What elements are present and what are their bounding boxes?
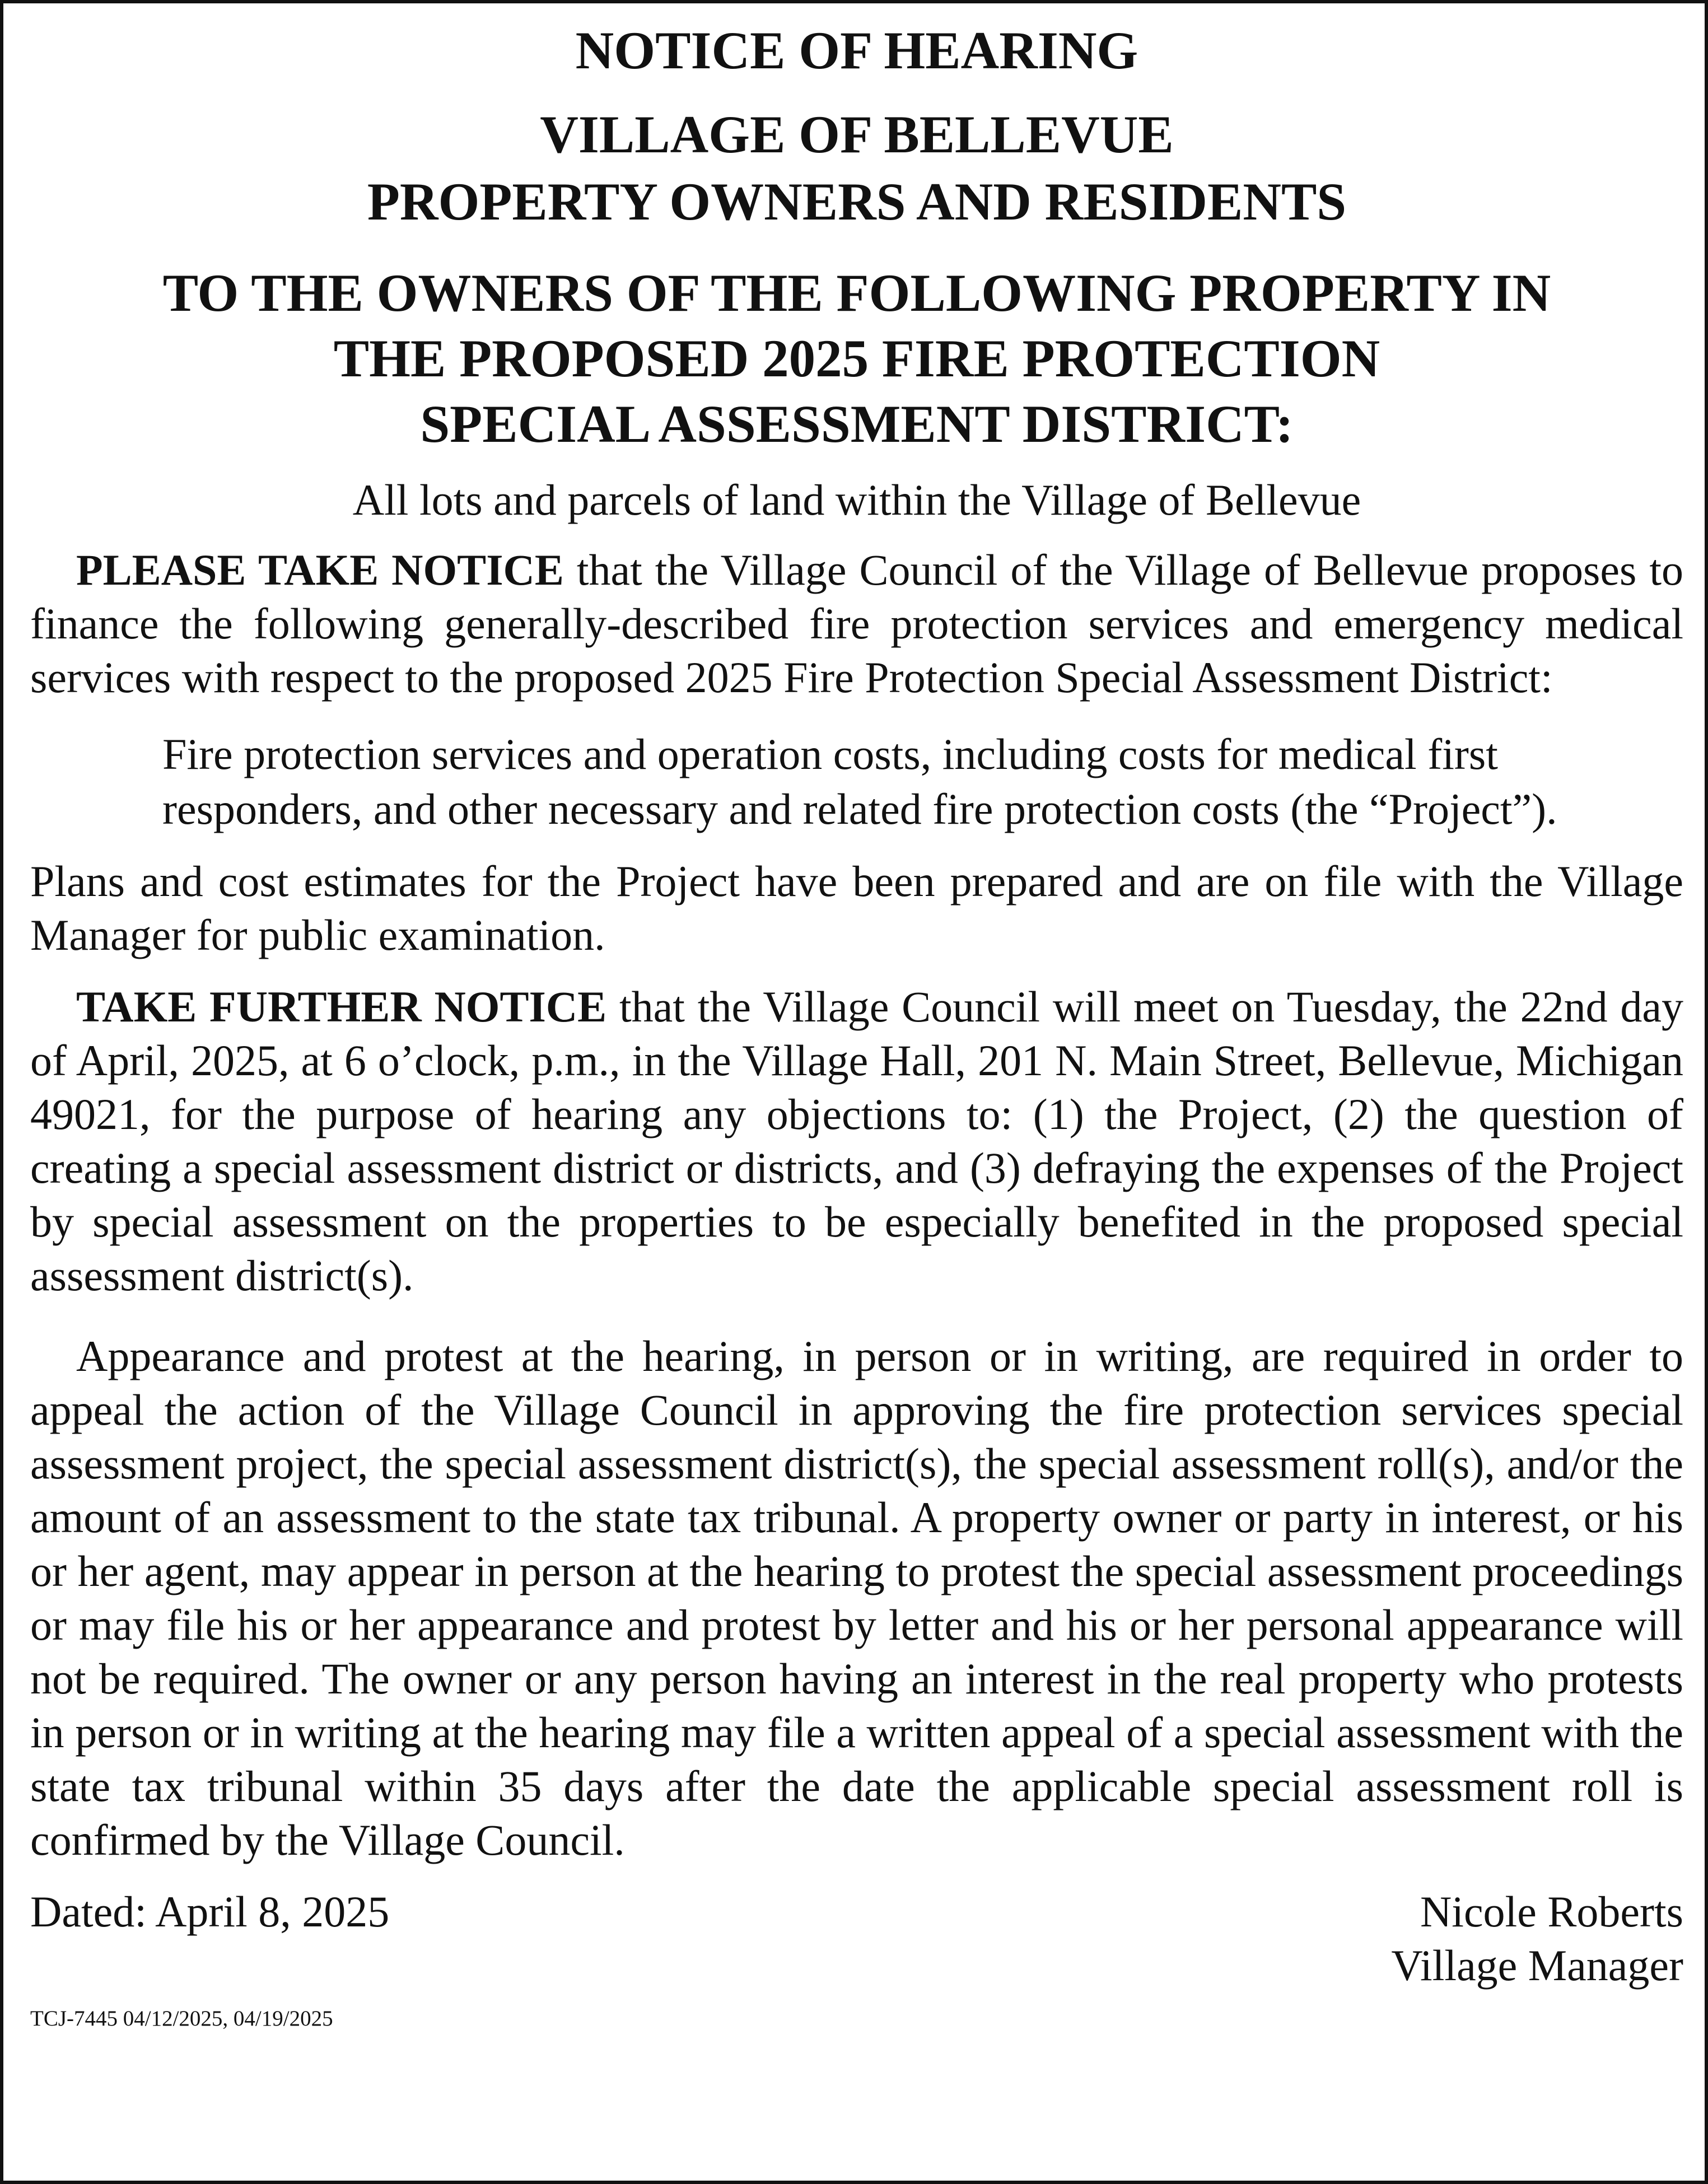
signature-block [1391,1885,1683,1992]
notice-heading: NOTICE OF HEARING [575,21,1138,80]
please-take-notice-paragraph [30,543,1683,704]
district-title-line-2: THE PROPOSED 2025 FIRE PROTECTION [333,329,1380,388]
spacer [30,1867,1683,1885]
take-further-notice-paragraph [30,980,1683,1303]
notice-content [30,17,1683,2034]
spacer [30,1992,1683,2004]
spacer [30,529,1683,543]
project-description: Fire protection services and operation costs, including costs for medical first responders, and other necessary and related fire protection costs (the “Project”). [162,730,1557,833]
district-title-line-3: SPECIAL ASSESSMENT DISTRICT: [420,394,1294,454]
spacer [30,962,1683,980]
please-take-notice-text: that the Village Council of the Village of Bellevue proposes to finance the following generally-described fire protection services and emergency medical services with respect to the proposed 2025 Fire Protection Special Assessment District: [30,545,1683,702]
village-title-line-1: VILLAGE OF BELLEVUE [540,105,1174,164]
village-title-line-2: PROPERTY OWNERS AND RESIDENTS [367,172,1347,231]
take-further-notice-text: that the Village Council will meet on Tuesday, the 22nd day of April, 2025, at 6 o’clock, p.m., in the Village Hall, 201 N. Main Street, Bellevue, Michigan 49021, for the purpose of hearing any objections to: (1) the Project, (2) the question of creating a special assessment district or districts, and (3) defraying the expenses of the Project by special assessment on the properties to be especially benefited in the proposed special assessment district(s). [30,982,1684,1300]
please-take-notice-label: PLEASE TAKE NOTICE [76,545,564,594]
take-further-notice-label: TAKE FURTHER NOTICE [76,982,607,1031]
publication-code: TCJ-7445 04/12/2025, 04/19/2025 [30,2006,333,2031]
property-scope: All lots and parcels of land within the Village of Bellevue [352,475,1361,524]
spacer [30,704,1683,727]
plans-paragraph: Plans and cost estimates for the Project have been prepared and are on file with the Village Manager for public examination. [30,857,1683,959]
dated-line: Dated: April 8, 2025 [30,1887,390,1936]
district-title-line-1: TO THE OWNERS OF THE FOLLOWING PROPERTY IN [162,263,1551,323]
spacer [30,457,1683,471]
signature-row [30,1885,1683,1992]
appearance-protest-paragraph: Appearance and protest at the hearing, in person or in writing, are required in order to appeal the action of the Village Council in approving the fire protection services special assessment project, the special assessment district(s), the special assessment roll(s), and/or the amount of an assessment to the state tax tribunal. A property owner or party in interest, or his or her agent, may appear in person at the hearing to protest the special assessment proceedings or may file his or her appearance and protest by letter and his or her personal appearance will not be required. The owner or any person having an interest in the real property who protests in person or in writing at the hearing may file a written appeal of a special assessment with the state tax tribunal within 35 days after the date the applicable special assessment roll is confirmed by the Village Council. [30,1332,1683,1864]
spacer [30,837,1683,855]
signer-name: Nicole Roberts [1420,1887,1683,1936]
signer-title: Village Manager [1391,1941,1683,1990]
spacer [30,1303,1683,1329]
